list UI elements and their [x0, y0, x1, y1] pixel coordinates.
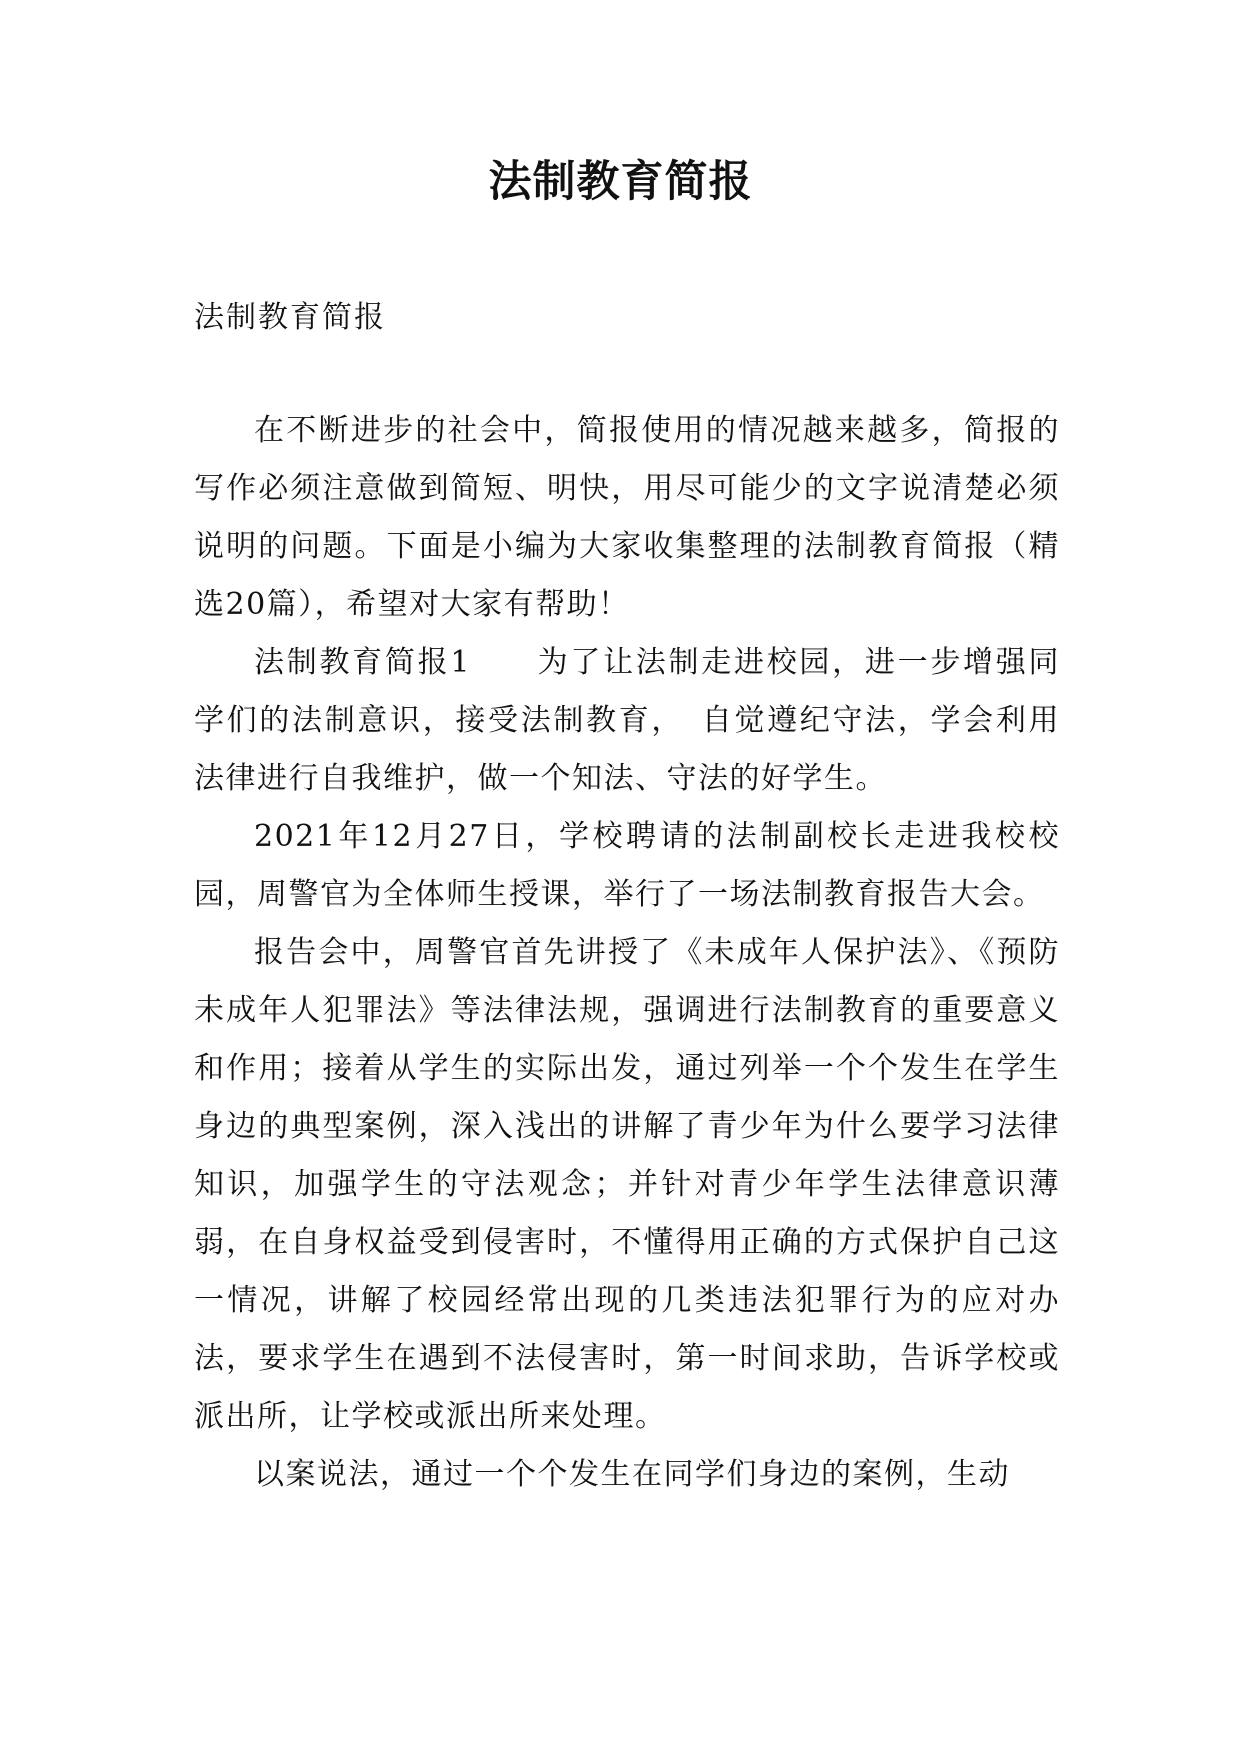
- paragraph-case-study: 以案说法，通过一个个发生在同学们身边的案例，生动: [254, 1457, 1010, 1492]
- paragraph-report-1: 法制教育简报1 为了让法制走进校园，进一步增强同学们的法制意识，接受法制教育， 自觉遵纪守法，学会利用法律进行自我维护，做一个知法、守法的好学生。: [194, 645, 1060, 796]
- paragraph-date: 2021年12月27日，学校聘请的法制副校长走进我校校园，周警官为全体师生授课，举行了一场法制教育报告大会。: [194, 819, 1060, 912]
- paragraph-intro: 在不断进步的社会中，简报使用的情况越来越多，简报的写作必须注意做到简短、明快，用尽可能少的文字说清楚必须说明的问题。下面是小编为大家收集整理的法制教育简报（精选20篇），希望对大家有帮助！: [194, 413, 1060, 622]
- document-body: [194, 402, 1060, 1504]
- paragraph-report-content: 报告会中，周警官首先讲授了《未成年人保护法》、《预防未成年人犯罪法》等法律法规，强调进行法制教育的重要意义和作用；接着从学生的实际出发，通过列举一个个发生在学生身边的典型案例，深入浅出的讲解了青少年为什么要学习法律知识，加强学生的守法观念；并针对青少年学生法律意识薄弱，在自身权益受到侵害时，不懂得用正确的方式保护自己这一情况，讲解了校园经常出现的几类违法犯罪行为的应对办法，要求学生在遇到不法侵害时，第一时间求助，告诉学校或派出所，让学校或派出所来处理。: [194, 935, 1060, 1434]
- document-subtitle: 法制教育简报: [194, 300, 386, 335]
- document-title: 法制教育简报: [488, 157, 753, 207]
